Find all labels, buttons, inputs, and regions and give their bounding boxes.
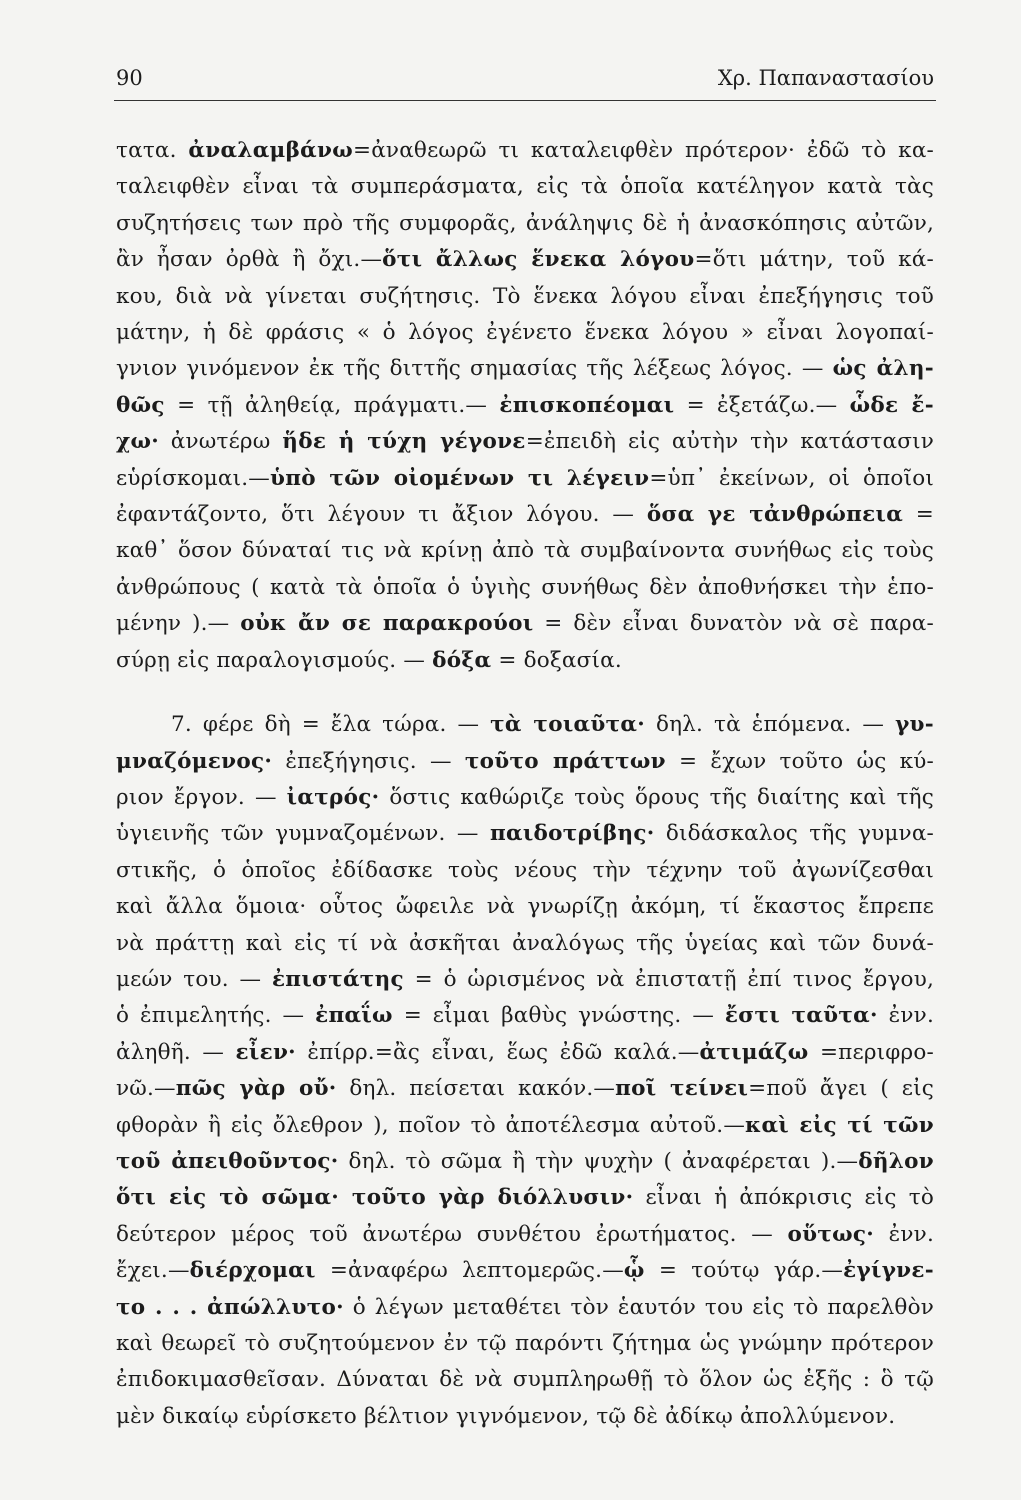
lemma-term: οὐκ ἄν σε παρακρούοι <box>240 611 534 637</box>
gloss-text: ταλειφθὲν εἶναι τὰ συμπεράσματα, εἰς τὰ ὁποῖα κατέληγον κατὰ τὰς <box>116 174 934 200</box>
commentary-text <box>116 133 934 1435</box>
gloss-text: =περιφρο- <box>808 1039 934 1065</box>
text-line <box>116 853 934 889</box>
lemma-term: οὕτως· <box>787 1221 875 1247</box>
gloss-text: ἀνωτέρω <box>159 429 283 455</box>
lemma-term: τοῦ ἀπειθοῦντος· <box>116 1148 339 1174</box>
lemma-term: ἐπισκοπέομαι <box>499 392 675 418</box>
text-line <box>116 242 934 278</box>
gloss-text: =ποῦ ἄγει ( εἰς <box>748 1076 934 1102</box>
text-line <box>116 169 934 205</box>
gloss-text: δηλ. τὸ σῶμα ἢ τὴν ψυχὴν ( ἀναφέρεται ).— <box>338 1148 859 1174</box>
gloss-text: ἐπεξήγησις. — <box>272 748 465 774</box>
gloss-text: ἐπιδοκιμασθεῖσαν. Δύναται δὲ νὰ συμπληρωθῇ τὸ ὅλον ὡς ἑξῆς : ὃ τῷ <box>116 1367 934 1393</box>
text-line <box>116 1071 934 1107</box>
gloss-text: ἔχει.— <box>116 1258 190 1284</box>
text-line <box>116 1253 934 1289</box>
lemma-term: δῆλον <box>858 1148 934 1174</box>
text-line <box>116 461 934 497</box>
gloss-text: δεύτερον μέρος τοῦ ἀνωτέρω συνθέτου ἐρωτήματος. — <box>116 1221 788 1247</box>
text-line <box>116 533 934 569</box>
text-line <box>116 206 934 242</box>
gloss-text: ριον ἔργον. — <box>116 784 287 810</box>
text-line <box>116 707 934 743</box>
gloss-text: 7. φέρε δὴ = ἔλα τώρα. — <box>171 712 491 738</box>
gloss-text: =ὅτι μάτην, τοῦ κά- <box>694 247 934 273</box>
lemma-term: χω· <box>116 429 159 455</box>
gloss-text: ὅστις καθώριζε τοὺς ὅρους τῆς διαίτης καὶ τῆς <box>379 784 934 810</box>
text-line <box>116 1290 934 1326</box>
text-line <box>116 1144 934 1180</box>
text-line <box>116 606 934 642</box>
gloss-text: ὁ λέγων μεταθέτει τὸν ἑαυτόν του εἰς τὸ παρελθὸν <box>343 1294 934 1320</box>
lemma-term: ἀναλαμβάνω <box>188 138 353 163</box>
gloss-text: ἂν ἦσαν ὀρθὰ ἢ ὄχι.— <box>116 247 383 273</box>
gloss-text: = ὁ ὡρισμένος νὰ ἐπιστατῇ ἐπί τινος ἔργου, <box>403 966 934 992</box>
gloss-text: ὑγιεινῆς τῶν γυμναζομένων. — <box>116 821 490 847</box>
gloss-text: ἐπίρρ.=ἂς εἶναι, ἕως ἐδῶ καλά.— <box>295 1039 700 1065</box>
lemma-term: δόξα <box>432 647 492 673</box>
lemma-term: ἐπιστάτης <box>271 966 404 992</box>
page-number: 90 <box>116 66 143 90</box>
gloss-text: καὶ θεωρεῖ τὸ συζητούμενον ἐν τῷ παρόντι ζήτημα ὡς γνώμην πρότερον <box>116 1331 934 1356</box>
lemma-term: διέρχομαι <box>189 1258 316 1284</box>
lemma-term: ᾧ <box>623 1258 645 1284</box>
text-line <box>116 497 934 533</box>
gloss-text: = δὲν εἶναι δυνατὸν νὰ σὲ παρα- <box>533 611 934 637</box>
lemma-term: ἔστι ταῦτα· <box>724 1003 878 1029</box>
gloss-text: νὰ πράττῃ καὶ εἰς τί νὰ ἀσκῆται ἀναλόγως τῆς ὑγείας καὶ τῶν δυνά- <box>116 930 934 956</box>
gloss-text: καὶ ἄλλα ὅμοια· οὗτος ὤφειλε νὰ γνωρίζῃ ἀκόμη, τί ἕκαστος ἔπρεπε <box>116 894 934 920</box>
text-line <box>116 643 934 679</box>
gloss-text: μεών του. — <box>116 966 272 992</box>
gloss-text: δηλ. τὰ ἑπόμενα. — <box>645 712 896 738</box>
gloss-text: = <box>903 502 934 528</box>
gloss-text: = ἐξετάζω.— <box>674 392 850 418</box>
gloss-text: = τῇ ἀληθείᾳ, πράγματι.— <box>164 392 500 418</box>
paragraph-1 <box>116 133 934 679</box>
gloss-text: εὑρίσκομαι.— <box>116 465 270 491</box>
gloss-text: δηλ. πείσεται κακόν.— <box>336 1076 616 1102</box>
text-line <box>116 1217 934 1253</box>
lemma-term: τὰ τοιαῦτα· <box>490 712 645 738</box>
header-rule <box>114 100 936 101</box>
gloss-text: ἀληθῆ. — <box>116 1039 236 1065</box>
lemma-term: ὅτι εἰς τὸ σῶμα· τοῦτο γὰρ διόλλυσιν· <box>116 1185 634 1211</box>
gloss-text: συζητήσεις των πρὸ τῆς συμφορᾶς, ἀνάληψις δὲ ἡ ἀνασκόπησις αὐτῶν, <box>116 210 934 236</box>
gloss-text: φθορὰν ἢ εἰς ὄλεθρον ), ποῖον τὸ ἀποτέλεσμα αὐτοῦ.— <box>116 1112 746 1138</box>
text-line <box>116 315 934 351</box>
text-line <box>116 889 934 925</box>
gloss-text: νῶ.— <box>116 1076 176 1102</box>
text-line <box>116 424 934 460</box>
text-line <box>116 388 934 424</box>
page-header <box>116 66 934 90</box>
text-line <box>116 1180 934 1216</box>
lemma-term: ἥδε ἡ τύχη γέγονε <box>282 429 526 455</box>
gloss-text: μένην ).— <box>116 611 241 637</box>
text-line <box>116 133 934 169</box>
lemma-term: ὑπὸ τῶν οἰομένων τι λέγειν <box>270 465 650 491</box>
text-line <box>116 1326 934 1362</box>
gloss-text: διδάσκαλος τῆς γυμνα- <box>654 821 934 847</box>
text-line <box>116 1108 934 1144</box>
lemma-term: παιδοτρίβης· <box>489 821 655 847</box>
text-line <box>116 998 934 1034</box>
paragraph-2 <box>116 707 934 1435</box>
text-line <box>116 816 934 852</box>
text-line <box>116 351 934 387</box>
gloss-text: ἐφαντάζοντο, ὅτι λέγουν τι ἄξιον λόγου. — <box>116 502 647 528</box>
lemma-term: θῶς <box>116 392 165 418</box>
lemma-term: ὡς ἀλη- <box>832 356 934 382</box>
lemma-term: το . . . ἀπώλλυτο· <box>116 1294 344 1320</box>
gloss-text: =ἐπειδὴ εἰς αὐτὴν τὴν κατάστασιν <box>525 429 934 455</box>
gloss-text: = ἔχων τοῦτο ὡς κύ- <box>665 748 934 774</box>
text-line <box>116 1399 934 1435</box>
lemma-term: εἶεν· <box>235 1039 296 1065</box>
gloss-text: στικῆς, ὁ ὁποῖος ἐδίδασκε τοὺς νέους τὴν τέχνην τοῦ ἀγωνίζεσθαι <box>116 857 934 883</box>
lemma-term: ἰατρός· <box>286 784 380 810</box>
lemma-term: μναζόμενος· <box>116 748 273 774</box>
gloss-text: σύρῃ εἰς παραλογισμούς. — <box>116 647 433 673</box>
gloss-text: γνιον γινόμενον ἐκ τῆς διττῆς σημασίας τῆς λέξεως λόγος. — <box>116 356 833 382</box>
lemma-term: γυ- <box>895 712 934 738</box>
gloss-text: μάτην, ἡ δὲ φράσις « ὁ λόγος ἐγένετο ἕνεκα λόγου » εἶναι λογοπαί- <box>116 320 934 346</box>
lemma-term: τοῦτο πράττων <box>464 748 666 774</box>
lemma-term: ποῖ τείνει <box>615 1076 749 1102</box>
text-line <box>116 1035 934 1071</box>
text-line <box>116 1362 934 1398</box>
text-line <box>116 780 934 816</box>
running-title: Χρ. Παπαναστασίου <box>717 66 934 90</box>
lemma-term: πῶς γὰρ οὔ· <box>175 1076 337 1102</box>
lemma-term: ὧδε ἔ- <box>849 392 934 418</box>
lemma-term: ὅτι ἄλλως ἕνεκα λόγου <box>382 247 695 273</box>
lemma-term: ἐγίγνε- <box>843 1258 934 1284</box>
gloss-text: τατα. <box>116 138 189 163</box>
gloss-text: = τούτῳ γάρ.— <box>644 1258 844 1284</box>
lemma-term: ἀτιμάζω <box>699 1039 809 1065</box>
gloss-text: = δοξασία. <box>491 647 622 673</box>
lemma-term: ἐπαΐω <box>315 1003 393 1029</box>
gloss-text: κου, διὰ νὰ γίνεται συζήτησις. Τὸ ἕνεκα λόγου εἶναι ἐπεξήγησις τοῦ <box>116 283 934 309</box>
lemma-term: καὶ εἰς τί τῶν <box>745 1112 934 1138</box>
gloss-text: ἐνν. <box>877 1003 934 1029</box>
text-line <box>116 570 934 606</box>
gloss-text: ἐνν. <box>874 1221 934 1247</box>
text-line <box>116 744 934 780</box>
gloss-text: =ἀναθεωρῶ τι καταλειφθὲν πρότερον· ἐδῶ τὸ κα- <box>353 138 934 163</box>
text-line <box>116 926 934 962</box>
gloss-text: καθ᾿ ὅσον δύναταί τις νὰ κρίνῃ ἀπὸ τὰ συμβαίνοντα συνήθως εἰς τοὺς <box>116 538 934 564</box>
text-line <box>116 279 934 315</box>
lemma-term: ὅσα γε τἀνθρώπεια <box>646 502 904 528</box>
gloss-text: =ὑπ᾿ ἐκείνων, οἱ ὁποῖοι <box>649 465 934 491</box>
gloss-text: ὁ ἐπιμελητής. — <box>116 1003 316 1029</box>
text-line <box>116 962 934 998</box>
gloss-text: =ἀναφέρω λεπτομερῶς.— <box>315 1258 624 1284</box>
gloss-text: μὲν δικαίῳ εὑρίσκετο βέλτιον γιγνόμενον, τῷ δὲ ἀδίκῳ ἀπολλύμενον. <box>116 1403 896 1429</box>
gloss-text: = εἶμαι βαθὺς γνώστης. — <box>392 1003 725 1029</box>
gloss-text: εἶναι ἡ ἀπόκρισις εἰς τὸ <box>633 1185 934 1211</box>
gloss-text: ἀνθρώπους ( κατὰ τὰ ὁποῖα ὁ ὑγιὴς συνήθως δὲν ἀποθνήσκει τὴν ἑπο- <box>116 574 934 600</box>
